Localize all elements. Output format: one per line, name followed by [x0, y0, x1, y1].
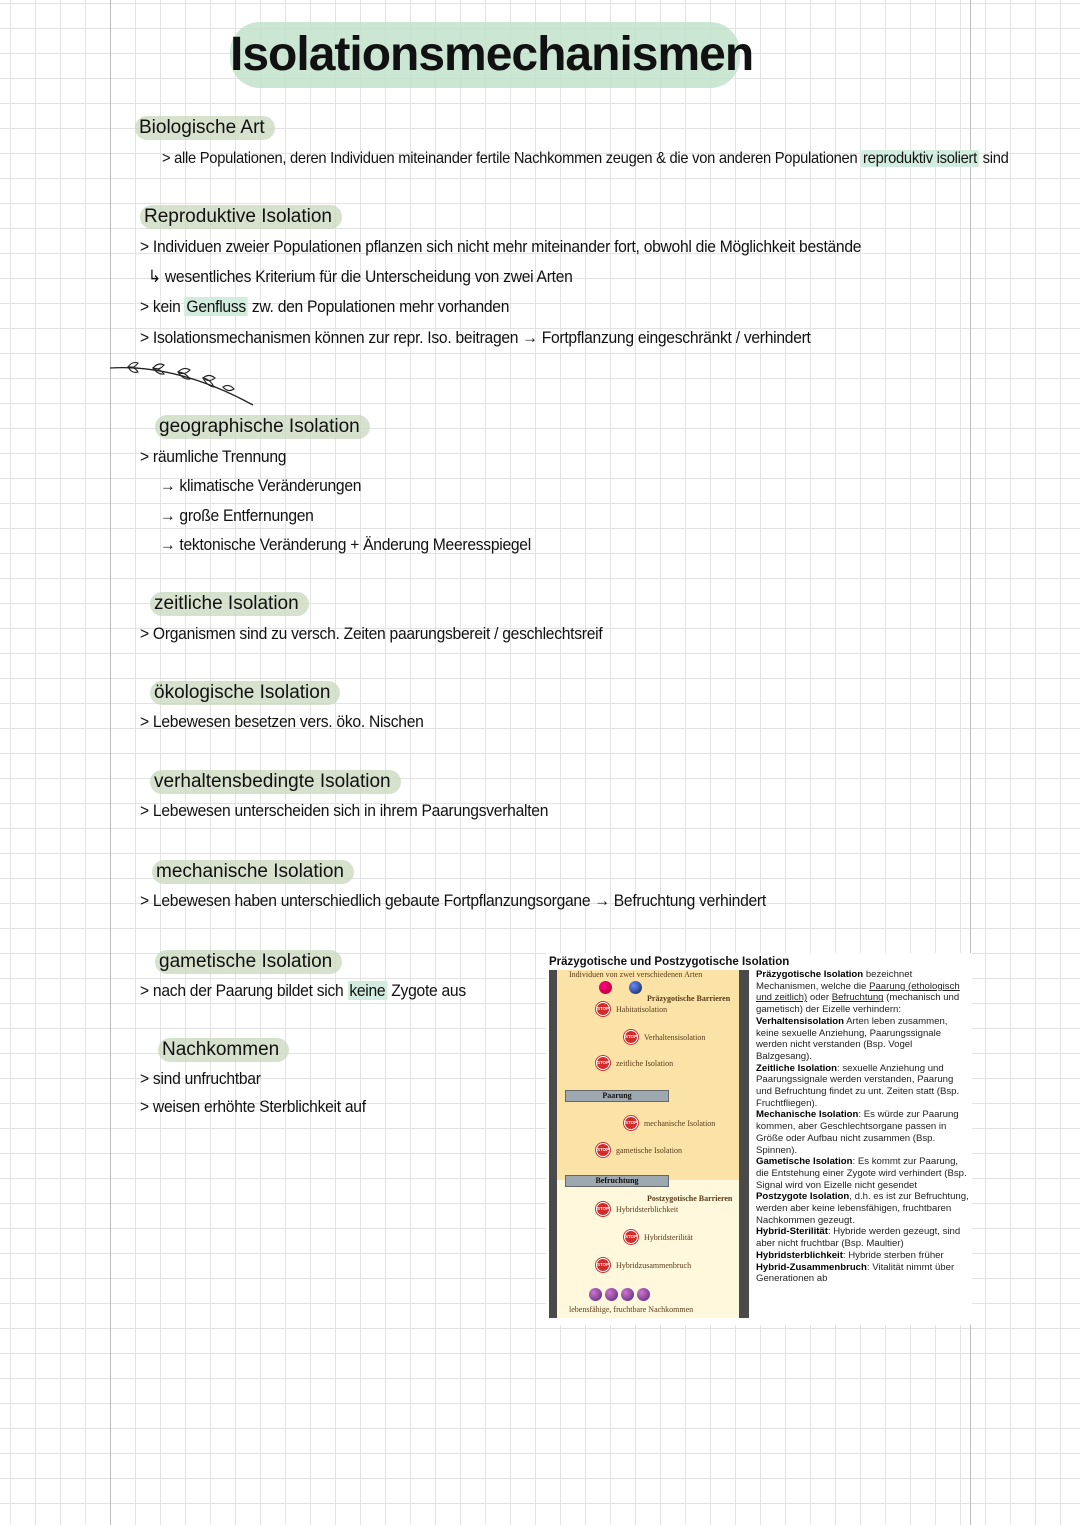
geo-line: → große Entfernungen [160, 506, 314, 525]
heading-reproduktive-isolation: Reproduktive Isolation [140, 205, 342, 229]
geo-line: → klimatische Veränderungen [160, 476, 362, 495]
offspring-ball [637, 1288, 650, 1301]
heading-nachkommen: Nachkommen [158, 1038, 289, 1062]
repro-line-genfluss: > kein Genfluss zw. den Populationen mehr vorhanden [140, 297, 510, 316]
offspring-ball [605, 1288, 618, 1301]
diagram-step: gametische Isolation [616, 1146, 682, 1155]
diagram-step: Verhaltensisolation [644, 1033, 706, 1042]
diagram-bottom-label: lebensfähige, fruchtbare Nachkommen [569, 1305, 694, 1314]
geo-line: > räumliche Trennung [140, 447, 287, 466]
heading-oekologische-isolation: ökologische Isolation [150, 681, 340, 705]
stop-sign-icon: STOP [596, 1258, 610, 1272]
pre-barriers-label: Präzygotische Barrieren [647, 994, 731, 1003]
nach-line: > weisen erhöhte Sterblichkeit auf [140, 1097, 366, 1116]
species-a-ball [599, 981, 612, 994]
stop-sign-icon: STOP [624, 1116, 638, 1130]
heading-zeitliche-isolation: zeitliche Isolation [150, 592, 309, 616]
geo-line: → tektonische Veränderung + Änderung Meeresspiegel [160, 535, 531, 554]
verh-line: > Lebewesen unterscheiden sich in ihrem Paarungsverhalten [140, 801, 549, 820]
heading-geographische-isolation: geographische Isolation [155, 415, 370, 439]
page-title: Isolationsmechanismen [230, 22, 740, 88]
gamet-line: > nach der Paarung bildet sich keine Zygote aus [140, 981, 466, 1000]
stop-sign-icon: STOP [596, 1143, 610, 1157]
diagram-step: Habitatisolation [616, 1005, 668, 1014]
stop-sign-icon: STOP [624, 1030, 638, 1044]
repro-line: > Isolationsmechanismen können zur repr. Iso. beitragen → Fortpflanzung eingeschränkt / verhindert [140, 328, 811, 347]
margin-line-left [110, 0, 111, 1525]
nach-line: > sind unfruchtbar [140, 1069, 261, 1088]
stop-sign-icon: STOP [624, 1230, 638, 1244]
stop-sign-icon: STOP [596, 1056, 610, 1070]
offspring-ball [589, 1288, 602, 1301]
species-b-ball [629, 981, 642, 994]
diagram-step: Hybridzusammenbruch [616, 1261, 692, 1270]
offspring-ball [621, 1288, 634, 1301]
diagram-top-label: Individuen von zwei verschiedenen Arten [569, 970, 703, 979]
isolation-figure [546, 953, 972, 1325]
zeit-line: > Organismen sind zu versch. Zeiten paarungsbereit / geschlechtsreif [140, 624, 603, 643]
stop-sign-icon: STOP [596, 1002, 610, 1016]
repro-line: ↳ wesentliches Kriterium für die Unterscheidung von zwei Arten [148, 267, 573, 286]
bio-art-definition: > alle Populationen, deren Individuen miteinander fertile Nachkommen zeugen & die von anderen Populationen reproduktiv isoliert sind [162, 150, 1009, 167]
heading-mechanische-isolation: mechanische Isolation [152, 860, 354, 884]
heading-gametische-isolation: gametische Isolation [155, 950, 342, 974]
vine-doodle-icon [108, 360, 258, 410]
diagram-step: zeitliche Isolation [616, 1059, 674, 1068]
isolation-diagram [549, 970, 749, 1318]
stop-sign-icon: STOP [596, 1202, 610, 1216]
post-barriers-label: Postzygotische Barrieren [647, 1194, 733, 1203]
heading-biologische-art: Biologische Art [135, 116, 275, 140]
oeko-line: > Lebewesen besetzen vers. öko. Nischen [140, 712, 424, 731]
paarung-bar: Paarung [565, 1090, 669, 1102]
heading-verhaltensbedingte-isolation: verhaltensbedingte Isolation [150, 770, 401, 794]
figure-title: Präzygotische und Postzygotische Isolation [549, 956, 790, 968]
diagram-step: mechanische Isolation [644, 1119, 716, 1128]
befruchtung-bar: Befruchtung [565, 1175, 669, 1187]
diagram-step: Hybridsterilität [644, 1233, 693, 1242]
diagram-step: Hybridsterblichkeit [616, 1205, 679, 1214]
figure-description: Präzygotische Isolation bezeichnet Mechanismen, welche die Paarung (ethologisch und zeitlich) oder Befruchtung (mechanisch und gametisch) der Eizelle verhindern: Verhaltensisolation Arten leben zusammen, keine sexuelle Anziehung, Paarungssignale werden nicht verstanden (Bsp. Vogel Balzgesang). Zeitliche Isolation: sexuelle Anziehung und Paarungssignale werden verstanden, Paarung und Befruchtung findet zu unt. Zeiten statt (Bsp. Fruchtfliegen). Mechanische Isolation: Es würde zur Paarung kommen, aber Geschlechtsorgane passen in Größe oder Aufbau nicht zusammen (Bsp. Spinnen). Gametische Isolation: Es kommt zur Paarung, die Entstehung einer Zygote wird verhindert (Bsp. Signal wird von Eizelle nicht gesendet Postzygote Isolation, d.h. es ist zur Befruchtung, werden aber keine lebensfähigen, fruchtbaren Nachkommen gezeugt. Hybrid-Sterilität: Hybride werden gezeugt, sind aber nicht fruchtbar (Bsp. Maultier) Hybridsterblichkeit: Hybride sterben früher Hybrid-Zusammenbruch: Vitalität nimmt über Generationen ab [756, 969, 969, 1285]
repro-line: > Individuen zweier Populationen pflanzen sich nicht mehr miteinander fort, obwohl die Möglichkeit bestände [140, 237, 862, 256]
mech-line: > Lebewesen haben unterschiedlich gebaute Fortpflanzungsorgane → Befruchtung verhindert [140, 891, 766, 910]
